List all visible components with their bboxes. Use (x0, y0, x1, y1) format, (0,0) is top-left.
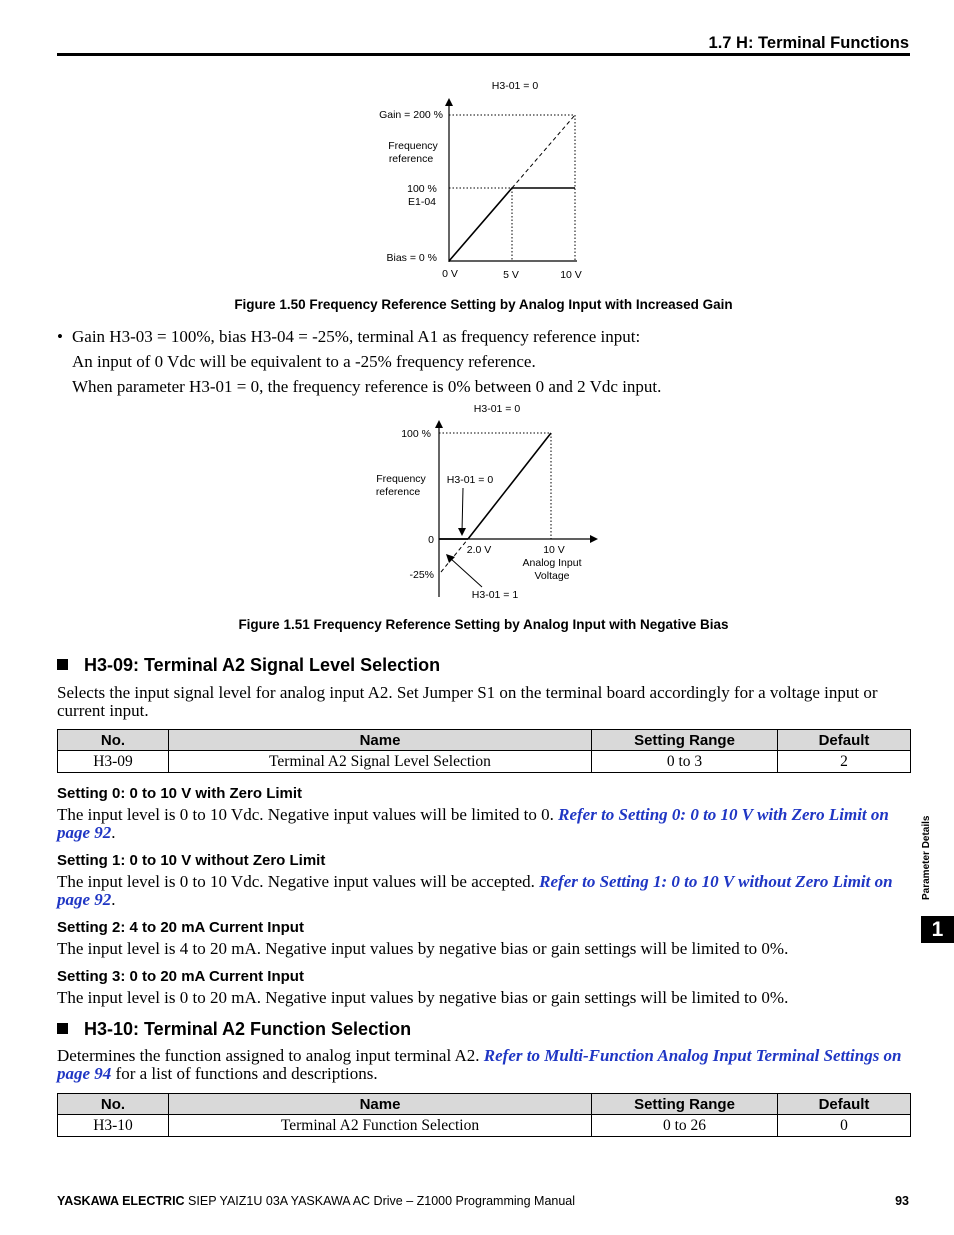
table-row (58, 751, 911, 773)
chapter-tab: 1 (921, 916, 954, 943)
bullet-line-2: An input of 0 Vdc will be equivalent to a -25% frequency reference. (72, 352, 536, 371)
fig51-callout-lower-line (450, 558, 482, 587)
cell-no: H3-09 (58, 751, 169, 773)
fig51-callout-upper-arrowhead (458, 528, 466, 536)
cell-no: H3-10 (58, 1115, 169, 1137)
footer-page-number: 93 (895, 1194, 909, 1208)
fig51-x-arrow (590, 535, 598, 543)
h3-09-parameter-table (57, 729, 911, 773)
fig51-frequency-line (468, 433, 551, 539)
h3-10-desc-text: Determines the function assigned to analog input terminal A2. (57, 1046, 484, 1065)
col-header-setting-range: Setting Range (592, 730, 778, 751)
table-row (58, 1115, 911, 1137)
h3-09-description (57, 684, 910, 719)
cell-default: 0 (778, 1115, 911, 1137)
setting-2-title: Setting 2: 4 to 20 mA Current Input (57, 919, 304, 936)
h3-09-heading-text: H3-09: Terminal A2 Signal Level Selection (84, 655, 441, 675)
setting-0-page-link[interactable]: page 92 (57, 822, 112, 842)
page-section-title: 1.7 H: Terminal Functions (708, 34, 909, 52)
col-header-no: No. (58, 730, 169, 751)
fig50-y-arrow (445, 98, 453, 106)
h3-10-page-link[interactable]: page 94 (57, 1063, 112, 1083)
fig50-x-tick-0: 0 V (442, 268, 458, 280)
fig50-dashed-gain-line (512, 115, 575, 188)
side-tab-label (921, 800, 935, 900)
table-header-row (58, 730, 911, 751)
setting-1-link[interactable]: Refer to Setting 1: 0 to 10 V without Zero Limit on (539, 872, 893, 891)
bullet-line-3: When parameter H3-01 = 0, the frequency reference is 0% between 0 and 2 Vdc input. (72, 377, 662, 396)
col-header-default: Default (778, 730, 911, 751)
col-header-setting-range: Setting Range (592, 1094, 778, 1115)
h3-09-desc-line-2: current input. (57, 700, 149, 720)
setting-0-body: The input level is 0 to 10 Vdc. Negative input values will be limited to 0. (57, 805, 559, 824)
fig51-y-neg: -25% (409, 569, 434, 581)
fig51-callout-upper-label: H3-01 = 0 (446, 474, 494, 486)
fig51-y-label-1: Frequency (376, 473, 426, 485)
fig50-mid-label-2: E1-04 (407, 196, 437, 208)
fig51-x-label-2: Voltage (534, 570, 570, 582)
fig51-x-tick-2: 2.0 V (466, 544, 492, 556)
col-header-name: Name (169, 730, 592, 751)
h3-10-heading (57, 1019, 411, 1040)
col-header-no: No. (58, 1094, 169, 1115)
fig50-x-tick-10: 10 V (560, 269, 582, 281)
setting-1-title: Setting 1: 0 to 10 V without Zero Limit (57, 852, 326, 869)
cell-name: Terminal A2 Signal Level Selection (169, 751, 592, 773)
footer-brand: YASKAWA ELECTRIC (57, 1194, 185, 1208)
fig51-y-top: 100 % (401, 428, 431, 440)
fig51-y-zero: 0 (428, 534, 434, 546)
setting-2-text: The input level is 4 to 20 mA. Negative input values by negative bias or gain settings will be limited to 0%. (57, 939, 789, 958)
fig51-negative-bias-line (441, 539, 468, 572)
h3-09-desc-line-1: Selects the input signal level for analog input A2. Set Jumper S1 on the terminal board accordingly for a voltage input or (57, 683, 878, 702)
side-tab-label-text: Parameter Details (921, 815, 932, 900)
table-header-row (58, 1094, 911, 1115)
fig50-bias-label: Bias = 0 % (386, 252, 437, 264)
h3-10-parameter-table (57, 1093, 911, 1137)
fig50-top-label: H3-01 = 0 (491, 80, 539, 92)
fig50-x-tick-5: 5 V (503, 269, 519, 281)
footer-doc-info (57, 1194, 575, 1208)
setting-0-tail: . (111, 822, 116, 842)
bullet-marker: • (57, 327, 63, 346)
footer-doc: SIEP YAIZ1U 03A YASKAWA AC Drive – Z1000 Programming Manual (184, 1194, 576, 1208)
bullet-line-1: Gain H3-03 = 100%, bias H3-04 = -25%, terminal A1 as frequency reference input: (72, 327, 641, 346)
h3-09-heading (57, 655, 440, 676)
setting-1-text (57, 873, 910, 908)
figure-1-50-caption: Figure 1.50 Frequency Reference Setting by Analog Input with Increased Gain (234, 297, 733, 312)
h3-10-heading-text: H3-10: Terminal A2 Function Selection (84, 1019, 412, 1039)
setting-3-title: Setting 3: 0 to 20 mA Current Input (57, 968, 304, 985)
setting-1-page-link[interactable]: page 92 (57, 889, 112, 909)
cell-default: 2 (778, 751, 911, 773)
setting-3-text: The input level is 0 to 20 mA. Negative input values by negative bias or gain settings will be limited to 0%. (57, 988, 789, 1007)
setting-1-body: The input level is 0 to 10 Vdc. Negative input values will be accepted. (57, 872, 540, 891)
section-square-icon (57, 1023, 68, 1034)
cell-name: Terminal A2 Function Selection (169, 1115, 592, 1137)
fig51-y-label-2: reference (375, 486, 421, 498)
figure-1-51 (360, 400, 610, 605)
setting-0-text (57, 806, 910, 841)
h3-10-desc-tail: for a list of functions and descriptions. (111, 1063, 378, 1083)
fig51-callout-upper-line (462, 488, 463, 532)
cell-setting-range: 0 to 26 (592, 1115, 778, 1137)
h3-10-description (57, 1047, 910, 1082)
fig51-y-arrow (435, 420, 443, 428)
figure-1-51-caption: Figure 1.51 Frequency Reference Setting by Analog Input with Negative Bias (238, 617, 729, 632)
col-header-default: Default (778, 1094, 911, 1115)
fig51-top-label: H3-01 = 0 (473, 403, 521, 415)
header-rule (57, 53, 910, 56)
setting-0-title: Setting 0: 0 to 10 V with Zero Limit (57, 785, 303, 802)
fig51-x-label-1: Analog Input (522, 557, 582, 569)
fig50-gain-label: Gain = 200 % (379, 109, 443, 121)
col-header-name: Name (169, 1094, 592, 1115)
setting-0-link[interactable]: Refer to Setting 0: 0 to 10 V with Zero Limit on (558, 805, 889, 824)
figure-1-50 (370, 76, 590, 286)
fig50-y-label-2: reference (388, 153, 434, 165)
fig51-x-tick-10: 10 V (543, 544, 565, 556)
cell-setting-range: 0 to 3 (592, 751, 778, 773)
section-square-icon (57, 659, 68, 670)
fig50-y-label-1: Frequency (388, 140, 438, 152)
fig50-mid-label-1: 100 % (407, 183, 437, 195)
setting-1-tail: . (111, 889, 116, 909)
h3-10-desc-link[interactable]: Refer to Multi-Function Analog Input Terminal Settings on (483, 1046, 902, 1065)
fig51-callout-lower-label: H3-01 = 1 (471, 589, 519, 601)
